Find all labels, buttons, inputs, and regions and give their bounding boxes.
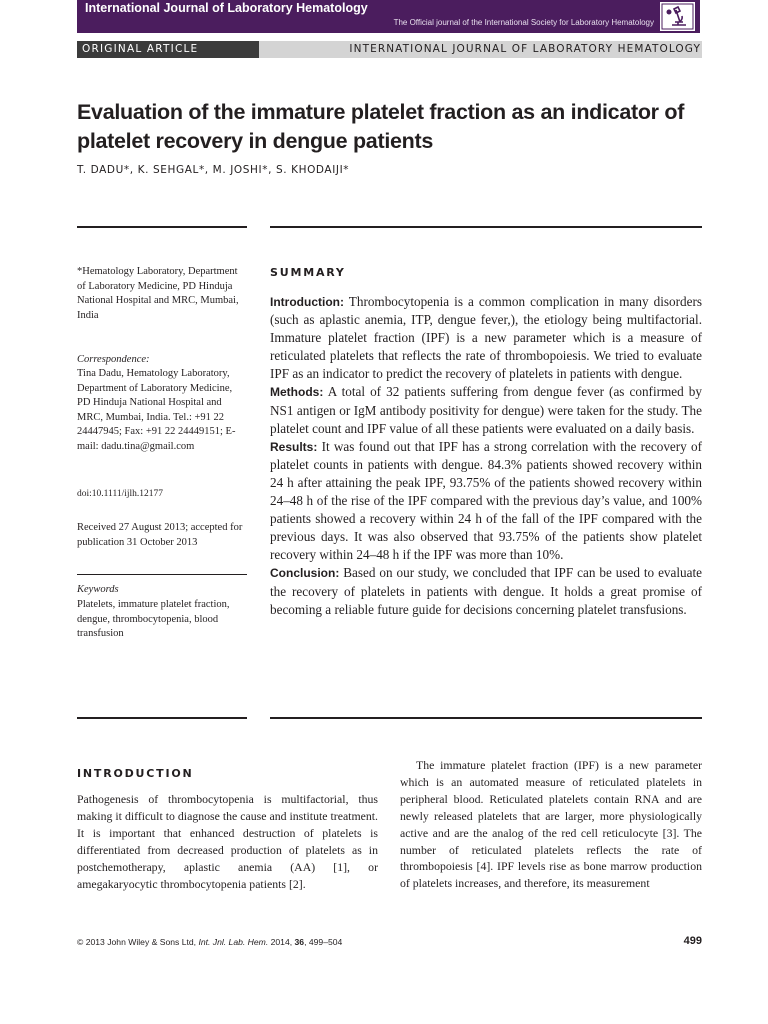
abstract-methods-label: Methods:: [270, 385, 324, 400]
correspondence-details: Tina Dadu, Hematology Laboratory, Department of Laboratory Medicine, PD Hinduja National Hospital and MRC, Mumbai, India. Tel.: +91 22 24447945; Fax: +91 22 24449151; E-mail: dadu.tina@gmail.com: [77, 368, 236, 452]
keywords-rule: [77, 574, 247, 575]
microscope-logo-icon: [659, 1, 696, 32]
affiliation: *Hematology Laboratory, Department of Laboratory Medicine, PD Hinduja National Hospital and MRC, Mumbai, India: [77, 266, 239, 321]
section-bar: [77, 41, 702, 58]
keywords-label: Keywords: [77, 584, 119, 595]
introduction-paragraph-left: Pathogenesis of thrombocytopenia is multifactorial, thus making it difficult to diagnose the cause and institute treatment. It is important that enhanced destruction of platelets is differentiated from decreased production of platelets as in postchemotherapy, aplastic anemia (AA) [1], or amegakaryocytic thrombocytopenia patients [2].: [77, 792, 378, 891]
copyright: © 2013 John Wiley & Sons Ltd,: [77, 937, 197, 947]
abstract-results: [270, 438, 702, 565]
sidebar-top-rule: [77, 226, 247, 228]
abstract-introduction-label: Introduction:: [270, 295, 344, 309]
page-range: , 499–504: [304, 937, 343, 947]
summary-top-rule: [270, 226, 702, 228]
abstract-conclusion-text: Based on our study, we concluded that IPF can be used to evaluate the recovery of platelets in patients with dengue. It holds a great promise of becoming a reliable future guide for decisions concerning platelet transfusions.: [270, 565, 702, 617]
abstract-conclusion-label: Conclusion:: [270, 566, 340, 581]
journal-tagline: The Official journal of the International Society for Laboratory Hematology: [393, 18, 654, 27]
summary-heading: SUMMARY: [270, 266, 346, 279]
correspondence-label: Correspondence:: [77, 354, 150, 365]
abstract-methods: [270, 383, 702, 437]
section-bar-label-block: [77, 41, 259, 58]
section-label: ORIGINAL ARTICLE: [82, 43, 199, 55]
journal-name: International Journal of Laboratory Hematology: [85, 1, 368, 15]
author-list: T. DADU*, K. SEHGAL*, M. JOSHI*, S. KHODAIJI*: [77, 164, 350, 176]
page-number: 499: [683, 935, 702, 947]
abstract-results-label: Results:: [270, 439, 318, 454]
journal-abbreviation: Int. Jnl. Lab. Hem.: [198, 937, 269, 947]
citation-year: 2014,: [270, 937, 293, 947]
sidebar-bottom-rule: [77, 717, 247, 719]
abstract-results-text: It was found out that IPF has a strong correlation with the recovery of platelet counts in patients with dengue. 84.3% patients showed recovery within 24 h after attaining the peak IPF, 93.75% of the patients showed recovery within 24–48 h of the rise of the IPF compared with the previous day’s value, and 100% patients showed a recovery within 24 h of the fall of the IPF compared with the previous days. It was also observed that 93.75% of the patients show platelet recovery within 24–48 h if the IPF was more than 10%.: [270, 438, 702, 563]
abstract-conclusion: [270, 564, 702, 618]
summary-bottom-rule: [270, 717, 702, 719]
abstract-introduction: [270, 293, 702, 383]
running-head: INTERNATIONAL JOURNAL OF LABORATORY HEMATOLOGY: [349, 43, 701, 55]
abstract-methods-text: A total of 32 patients suffering from dengue fever (as confirmed by NS1 antigen or IgM antibody positivity for dengue) were taken for the study. The platelet count and IPF value of all these patients were evaluated on a daily basis.: [270, 384, 702, 436]
footer-citation: [77, 937, 342, 947]
received-dates: Received 27 August 2013; accepted for publication 31 October 2013: [77, 522, 243, 548]
abstract: [270, 293, 702, 619]
introduction-heading: INTRODUCTION: [77, 767, 194, 780]
keywords-list: Platelets, immature platelet fraction, dengue, thrombocytopenia, blood transfusion: [77, 599, 230, 639]
abstract-introduction-text: Thrombocytopenia is a common complication in many disorders (such as aplastic anemia, ITP, dengue fever,), the etiology being multifactorial. Immature platelet fraction (IPF) is a new parameter which is a measure of reticulated platelets that reflects the rate of thrombopoiesis. We tried to evaluate IPF as an indicator to predict the recovery of platelets in patients with dengue.: [270, 294, 702, 382]
doi: doi:10.1111/ijlh.12177: [77, 489, 164, 499]
volume-number: 36: [294, 937, 305, 947]
article-title: Evaluation of the immature platelet fraction as an indicator of platelet recovery in dengue patients: [77, 100, 685, 153]
journal-banner: [77, 0, 700, 33]
introduction-paragraph-right: The immature platelet fraction (IPF) is a new parameter which is an automated measure of reticulated platelets in peripheral blood. Reticulated platelets contain RNA and are newly released platelets that are larger, more physiologically active and are the analog of the red cell reticulocyte [3]. The number of reticulated platelets reflects the rate of thrombopoiesis [4]. IPF levels rise as bone marrow production of platelets increases, and therefore, its measurement: [400, 758, 702, 891]
